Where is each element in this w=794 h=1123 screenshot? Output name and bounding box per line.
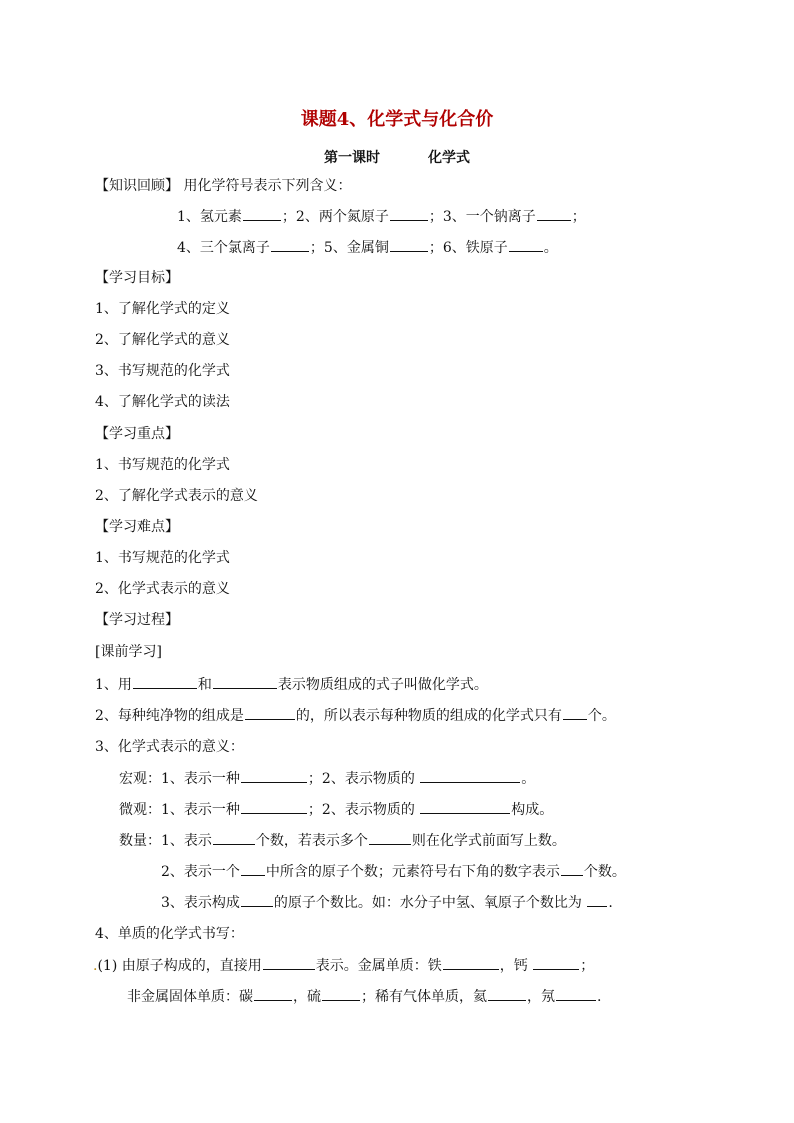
answer-blank[interactable] xyxy=(213,831,255,845)
review-heading xyxy=(95,177,351,195)
key-point-item: 2、了解化学式表示的意义 xyxy=(95,488,258,504)
question-text: ，氖 xyxy=(527,989,555,1005)
question-text: 宏观：1、表示一种 xyxy=(119,771,240,787)
question-text: 2、每种纯净物的组成是 xyxy=(95,708,244,724)
answer-blank[interactable] xyxy=(587,893,607,907)
goal-item: 4、了解化学式的读法 xyxy=(95,394,230,410)
answer-blank[interactable] xyxy=(133,675,197,689)
pre-study-heading: [课前学习] xyxy=(95,644,162,660)
margin-dot: . xyxy=(93,958,98,974)
question-2 xyxy=(95,706,616,725)
quantity-meaning-1 xyxy=(119,831,566,850)
answer-blank[interactable] xyxy=(245,706,295,720)
answer-blank[interactable] xyxy=(561,862,583,876)
review-text: ； xyxy=(571,209,586,225)
review-row-1 xyxy=(177,207,586,226)
review-label: 【知识回顾】 xyxy=(95,178,179,194)
answer-blank[interactable] xyxy=(537,207,571,221)
difficulty-item: 2、化学式表示的意义 xyxy=(95,581,230,597)
answer-blank[interactable] xyxy=(241,800,307,814)
review-text: 4、三个氯离子 xyxy=(177,240,270,256)
answer-blank[interactable] xyxy=(369,831,411,845)
answer-blank[interactable] xyxy=(213,675,277,689)
lesson-subtitle xyxy=(0,147,794,167)
question-1 xyxy=(95,675,488,694)
question-text: 1、用 xyxy=(95,677,132,693)
answer-blank[interactable] xyxy=(420,769,520,783)
question-text: . xyxy=(597,989,602,1005)
question-text: 构成。 xyxy=(511,802,554,818)
micro-meaning xyxy=(119,800,553,819)
answer-blank[interactable] xyxy=(563,706,587,720)
answer-blank[interactable] xyxy=(533,956,579,970)
key-points-heading: 【学习重点】 xyxy=(95,426,179,442)
question-4-part-1 xyxy=(93,956,594,975)
subtitle-lesson: 第一课时 xyxy=(324,150,380,166)
question-text: 的，所以表示每种物质的组成的化学式只有 xyxy=(295,708,562,724)
review-text: ；6、铁原子 xyxy=(428,240,508,256)
question-text: . xyxy=(608,895,613,911)
answer-blank[interactable] xyxy=(556,987,596,1001)
process-heading: 【学习过程】 xyxy=(95,612,179,628)
macro-meaning xyxy=(119,769,535,788)
goal-item: 3、书写规范的化学式 xyxy=(95,363,230,379)
goal-item: 2、了解化学式的意义 xyxy=(95,332,230,348)
question-text: 微观：1、表示一种 xyxy=(119,802,240,818)
question-text: 个数，若表示多个 xyxy=(255,833,368,849)
question-text: 非金属固体单质：碳 xyxy=(127,989,253,1005)
answer-blank[interactable] xyxy=(443,956,499,970)
answer-blank[interactable] xyxy=(390,207,428,221)
question-text: ，钙 xyxy=(499,958,528,974)
question-text: 。 xyxy=(521,771,536,787)
question-text: 表示。金属单质：铁 xyxy=(315,958,442,974)
question-text: (1) 由原子构成的，直接用 xyxy=(97,958,262,974)
answer-blank[interactable] xyxy=(322,987,360,1001)
quantity-meaning-2 xyxy=(161,862,626,881)
question-3: 3、化学式表示的意义： xyxy=(95,739,244,755)
key-point-item: 1、书写规范的化学式 xyxy=(95,457,230,473)
question-text: 3、表示构成 xyxy=(161,895,240,911)
answer-blank[interactable] xyxy=(509,238,543,252)
question-text: 数量：1、表示 xyxy=(119,833,212,849)
review-text: 1、氢元素 xyxy=(177,209,242,225)
question-text: ；2、表示物质的 xyxy=(307,771,415,787)
review-text: ；5、金属铜 xyxy=(309,240,389,256)
difficulties-heading: 【学习难点】 xyxy=(95,519,179,535)
question-text: 个数。 xyxy=(583,864,626,880)
answer-blank[interactable] xyxy=(271,238,309,252)
difficulty-item: 1、书写规范的化学式 xyxy=(95,550,230,566)
answer-blank[interactable] xyxy=(263,956,315,970)
answer-blank[interactable] xyxy=(390,238,428,252)
question-4: 4、单质的化学式书写： xyxy=(95,926,244,942)
review-text: 。 xyxy=(543,240,558,256)
page-title: 课题4、化学式与化合价 xyxy=(300,109,494,130)
question-text: 中所含的原子个数；元素符号右下角的数字表示 xyxy=(265,864,560,880)
answer-blank[interactable] xyxy=(241,893,273,907)
answer-blank[interactable] xyxy=(241,769,307,783)
subtitle-topic: 化学式 xyxy=(428,150,470,166)
answer-blank[interactable] xyxy=(254,987,292,1001)
question-text: ； xyxy=(580,958,595,974)
goals-heading: 【学习目标】 xyxy=(95,270,179,286)
answer-blank[interactable] xyxy=(241,862,265,876)
question-text: 的原子个数比。如：水分子中氢、氧原子个数比为 xyxy=(273,895,582,911)
review-text: ；2、两个氮原子 xyxy=(281,209,389,225)
question-text: 2、表示一个 xyxy=(161,864,240,880)
question-text: ；稀有气体单质，氦 xyxy=(361,989,487,1005)
review-text: ；3、一个钠离子 xyxy=(428,209,536,225)
review-prompt: 用化学符号表示下列含义： xyxy=(183,178,352,194)
question-4-part-2 xyxy=(127,987,601,1006)
question-text: 则在化学式前面写上数。 xyxy=(411,833,566,849)
answer-blank[interactable] xyxy=(420,800,510,814)
question-text: ；2、表示物质的 xyxy=(307,802,415,818)
question-text: 个。 xyxy=(587,708,616,724)
quantity-meaning-3 xyxy=(161,893,613,912)
question-text: 表示物质组成的式子叫做化学式。 xyxy=(277,677,488,693)
question-text: 和 xyxy=(197,677,212,693)
answer-blank[interactable] xyxy=(243,207,281,221)
goal-item: 1、了解化学式的定义 xyxy=(95,301,230,317)
review-row-2 xyxy=(177,238,558,257)
answer-blank[interactable] xyxy=(488,987,526,1001)
question-text: ，硫 xyxy=(293,989,321,1005)
